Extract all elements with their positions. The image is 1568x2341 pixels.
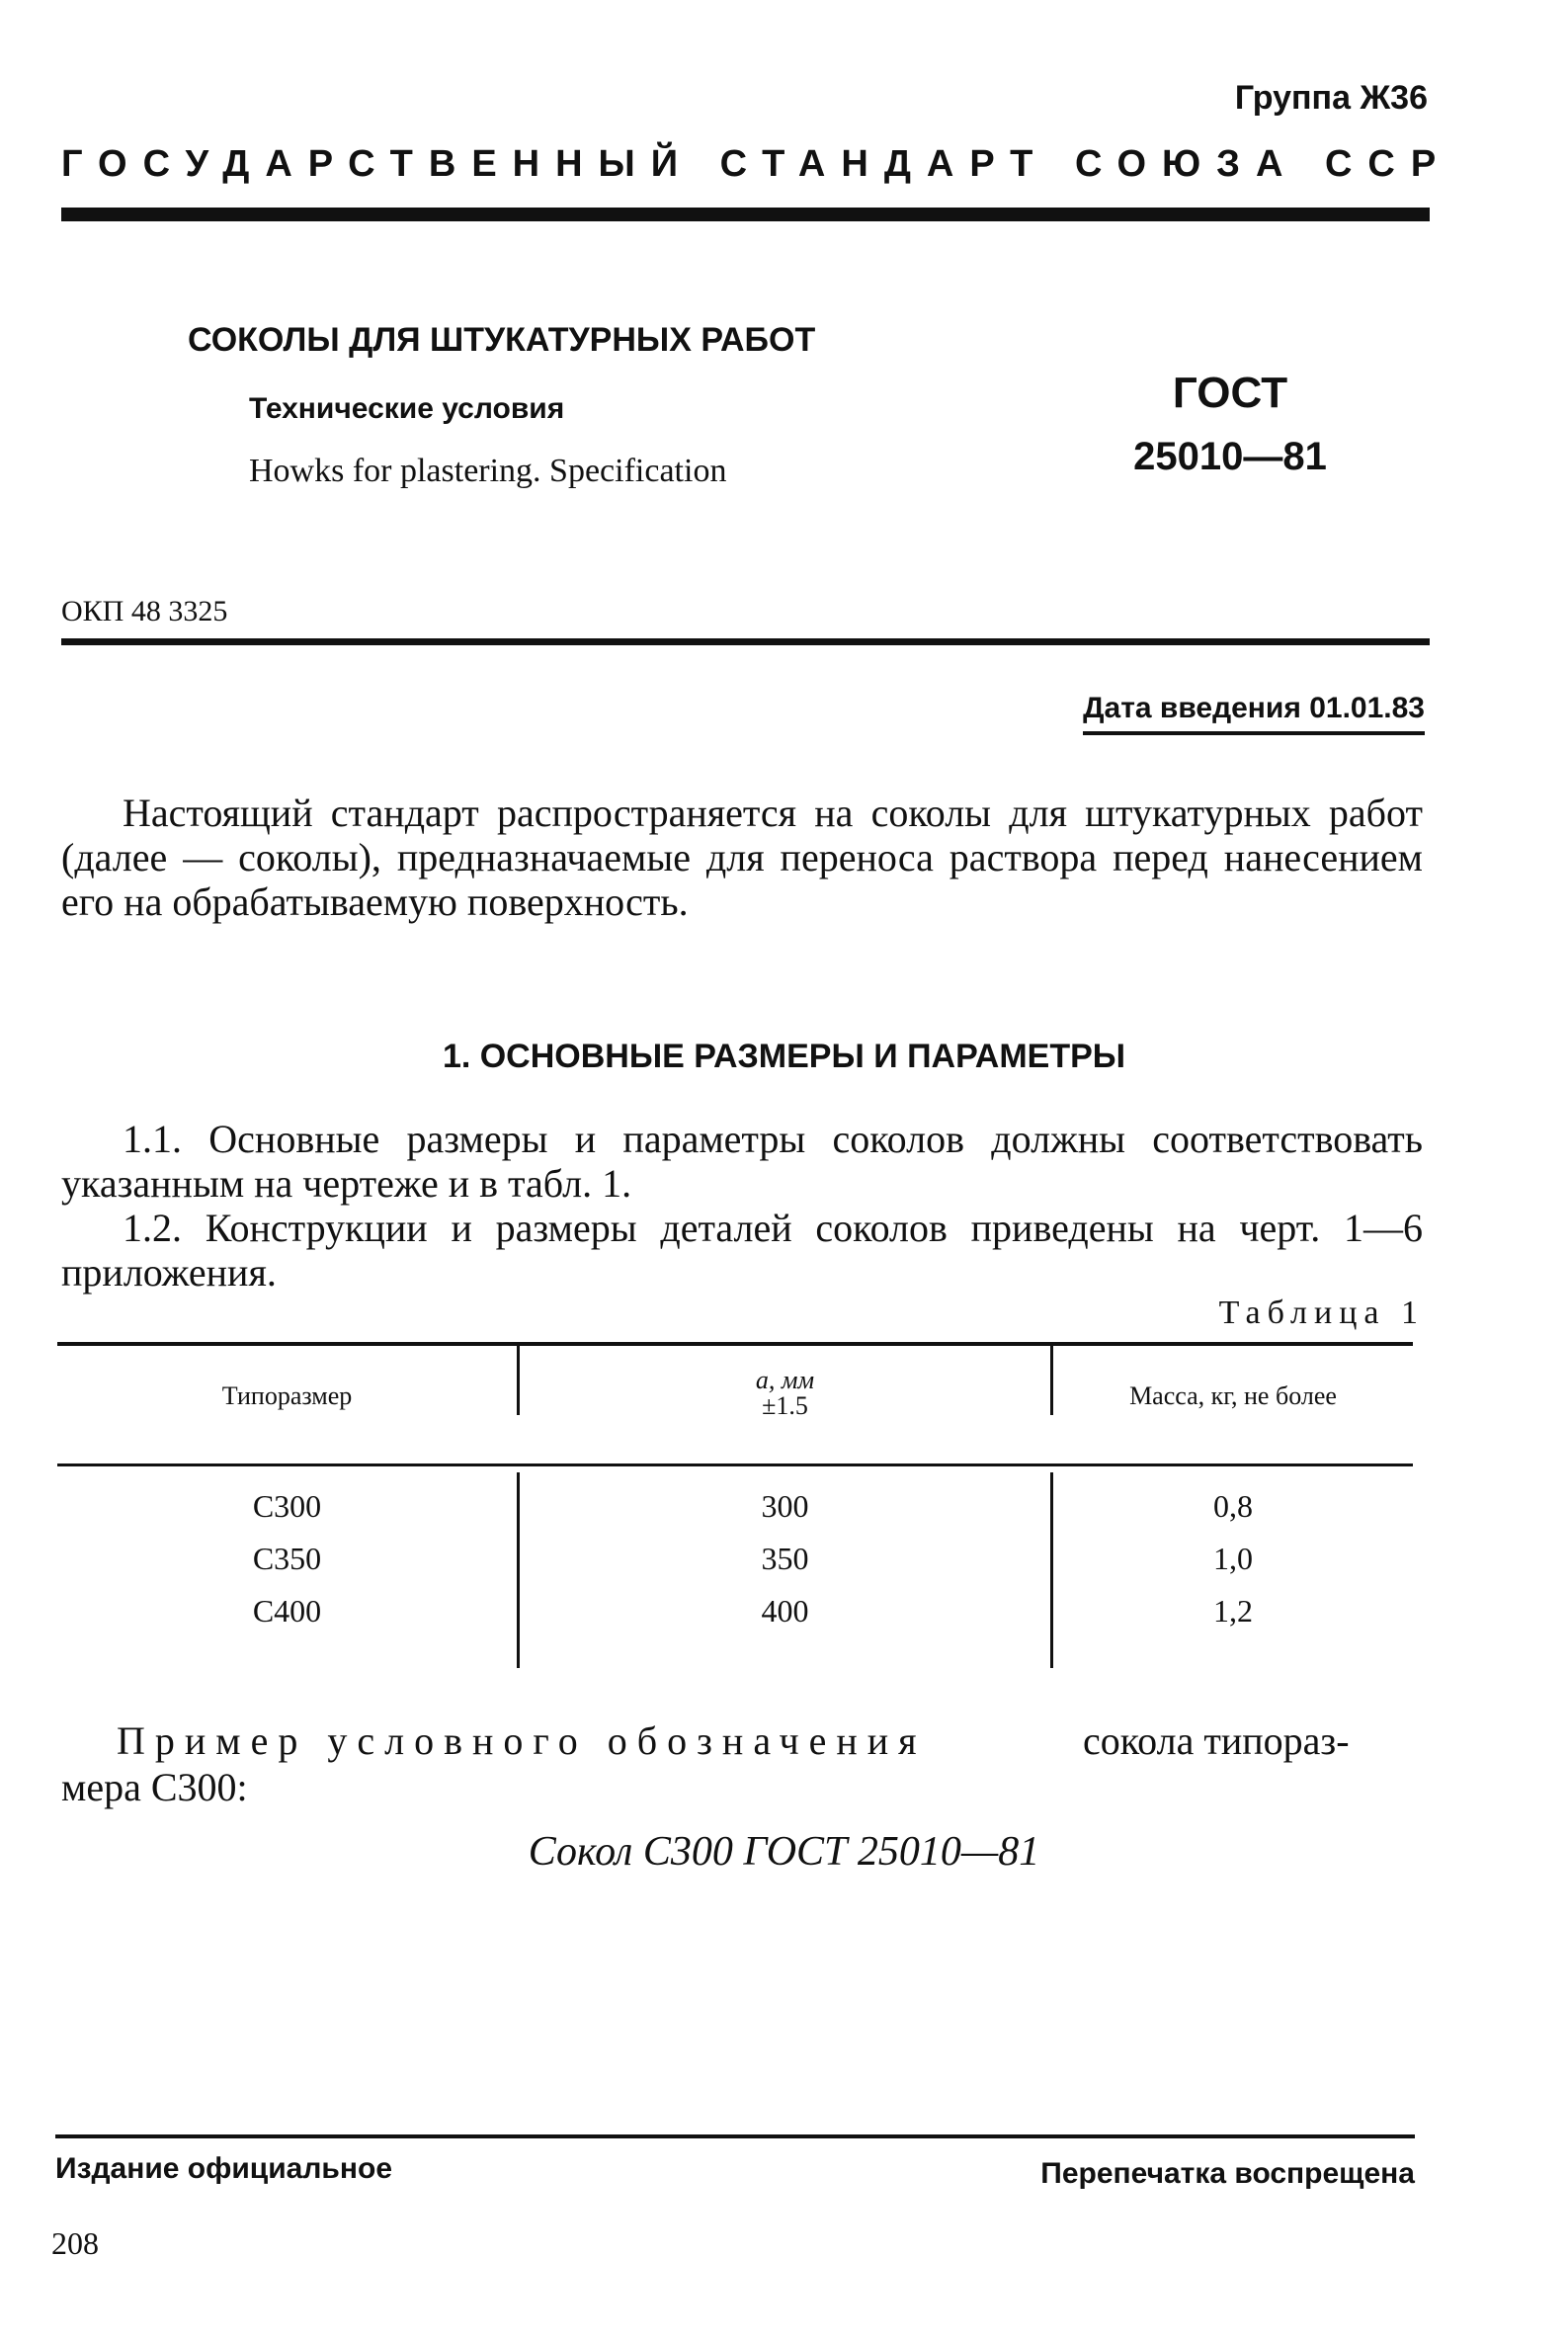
example-continuation: мера С300: — [61, 1765, 248, 1809]
gost-number: 25010—81 — [1133, 435, 1327, 478]
table-cell: С400 — [252, 1593, 322, 1629]
footer-reprint-notice: Перепечатка воспрещена — [1040, 2157, 1415, 2190]
table-top-rule — [57, 1342, 1413, 1346]
document-subtitle: Технические условия — [249, 392, 565, 425]
table-column-size — [57, 1480, 517, 1637]
table-cell: 0,8 — [1213, 1488, 1253, 1524]
data-table — [57, 1342, 1413, 1678]
document-title: СОКОЛЫ ДЛЯ ШТУКАТУРНЫХ РАБОТ — [188, 321, 816, 359]
table-cell: 350 — [761, 1541, 809, 1576]
table-cell: 1,0 — [1213, 1541, 1253, 1576]
okp-code: ОКП 48 3325 — [61, 595, 228, 627]
header-mass: Масса, кг, не более — [1129, 1381, 1337, 1410]
table-cell: 1,2 — [1213, 1593, 1253, 1629]
table-cell: С350 — [252, 1541, 322, 1576]
header-size: Типоразмер — [221, 1381, 353, 1410]
header-a-bottom: ±1.5 — [762, 1391, 808, 1420]
footer-edition: Издание официальное — [55, 2152, 393, 2185]
okp-rule — [61, 638, 1430, 645]
state-standard-heading: ГОСУДАРСТВЕННЫЙ СТАНДАРТ СОЮЗА ССР — [61, 143, 1452, 185]
section-title: 1. ОСНОВНЫЕ РАЗМЕРЫ И ПАРАМЕТРЫ — [442, 1038, 1126, 1075]
table-caption: Таблица 1 — [1218, 1295, 1425, 1331]
table-cell: 400 — [761, 1593, 809, 1629]
table-header-rule — [57, 1463, 1413, 1466]
table-column-a — [520, 1480, 1050, 1637]
example-label: Пример условного обозначения — [117, 1718, 927, 1763]
intro-date: Дата введения 01.01.83 — [1083, 692, 1425, 735]
table-column-mass — [1053, 1480, 1413, 1637]
header-a-top: a, мм — [755, 1366, 815, 1394]
intro-paragraph: Настоящий стандарт распространяется на соколы для штукатурных работ (далее — соколы), предназначаемые для переноса раствора перед нанесением его на обрабатываемую поверхность. — [61, 791, 1423, 924]
example-label-right: сокола типораз- — [1083, 1718, 1350, 1763]
footer-rule — [55, 2134, 1415, 2138]
gost-label: ГОСТ — [1172, 369, 1288, 417]
group-code: Группа Ж36 — [1234, 79, 1428, 117]
english-title: Howks for plastering. Specification — [249, 453, 727, 489]
header-rule — [61, 208, 1430, 221]
table-cell: 300 — [761, 1488, 809, 1524]
clause-1-1: 1.1. Основные размеры и параметры соколов должны соответствовать указанным на чертеже и в табл. 1. — [61, 1117, 1423, 1206]
example-designation: Сокол С300 ГОСТ 25010—81 — [528, 1829, 1040, 1875]
table-cell: С300 — [252, 1488, 322, 1524]
page-number: 208 — [51, 2225, 99, 2261]
clause-1-2: 1.2. Конструкции и размеры деталей соколов приведены на черт. 1—6 приложения. — [61, 1206, 1423, 1295]
